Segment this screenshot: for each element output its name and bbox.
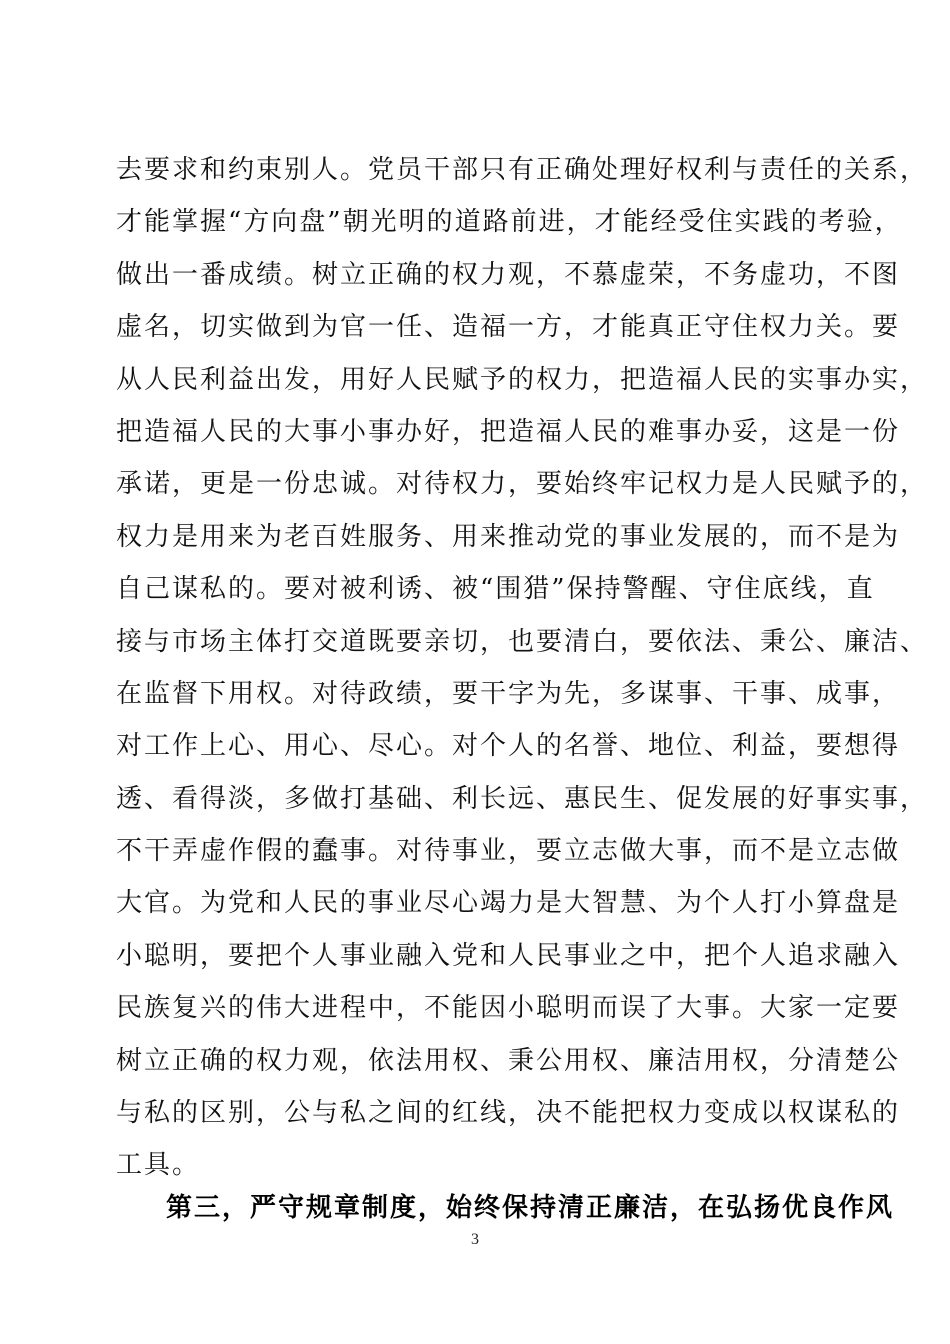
body-line-8: 权力是用来为老百姓服务、用来推动党的事业发展的，而不是为 bbox=[116, 521, 901, 552]
body-line-14: 不干弄虚作假的蠢事。对待事业，要立志做大事，而不是立志做 bbox=[116, 836, 901, 867]
body-line-9: 自己谋私的。要对被利诱、被“围猎”保持警醒、守住底线，直 bbox=[116, 574, 875, 605]
body-line-10: 接与市场主体打交道既要亲切，也要清白，要依法、秉公、廉洁、 bbox=[116, 626, 929, 657]
page-number: 3 bbox=[471, 1231, 479, 1248]
body-line-5: 从人民利益出发，用好人民赋予的权力，把造福人民的实事办实， bbox=[116, 364, 929, 395]
body-line-13: 透、看得淡，多做打基础、利长远、惠民生、促发展的好事实事， bbox=[116, 783, 929, 814]
body-line-7: 承诺，更是一份忠诚。对待权力，要始终牢记权力是人民赋予的， bbox=[116, 469, 929, 500]
body-line-11: 在监督下用权。对待政绩，要干字为先，多谋事、干事、成事， bbox=[116, 678, 901, 709]
body-line-4: 虚名，切实做到为官一任、造福一方，才能真正守住权力关。要 bbox=[116, 312, 901, 343]
body-line-20: 工具。 bbox=[116, 1150, 201, 1181]
body-line-19: 与私的区别，公与私之间的红线，决不能把权力变成以权谋私的 bbox=[116, 1098, 901, 1129]
body-line-17: 民族复兴的伟大进程中，不能因小聪明而误了大事。大家一定要 bbox=[116, 993, 901, 1024]
body-line-16: 小聪明，要把个人事业融入党和人民事业之中，把个人追求融入 bbox=[116, 940, 901, 971]
section-heading: 第三，严守规章制度，始终保持清正廉洁，在弘扬优良作风 bbox=[166, 1193, 895, 1223]
body-line-6: 把造福人民的大事小事办好，把造福人民的难事办妥，这是一份 bbox=[116, 416, 901, 447]
body-line-12: 对工作上心、用心、尽心。对个人的名誉、地位、利益，要想得 bbox=[116, 731, 901, 762]
body-line-15: 大官。为党和人民的事业尽心竭力是大智慧、为个人打小算盘是 bbox=[116, 888, 901, 919]
body-line-2: 才能掌握“方向盘”朝光明的道路前进，才能经受住实践的考验， bbox=[116, 207, 903, 238]
body-line-3: 做出一番成绩。树立正确的权力观，不慕虚荣，不务虚功，不图 bbox=[116, 259, 901, 290]
body-line-18: 树立正确的权力观，依法用权、秉公用权、廉洁用权，分清楚公 bbox=[116, 1045, 901, 1076]
body-text bbox=[116, 144, 929, 1192]
body-line-1: 去要求和约束别人。党员干部只有正确处理好权利与责任的关系， bbox=[116, 155, 929, 185]
